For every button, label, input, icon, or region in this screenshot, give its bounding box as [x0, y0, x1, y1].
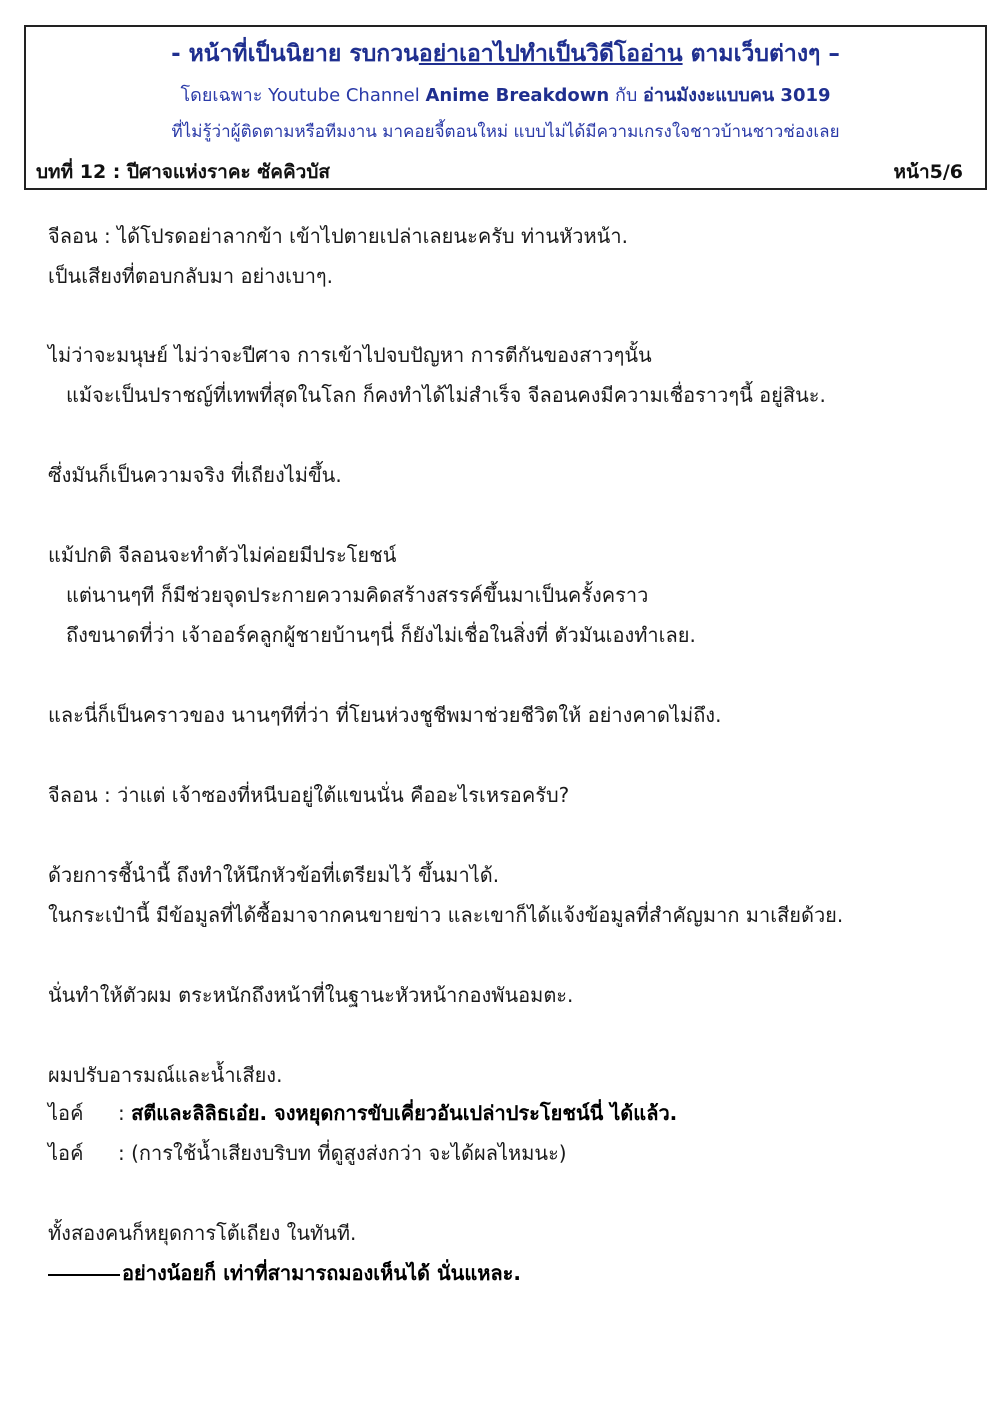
header-title [26, 36, 985, 72]
header-subtitle-part2: กับ [609, 85, 644, 106]
paragraph-line: เป็นเสียงที่ตอบกลับมา อย่างเบาๆ. [48, 264, 334, 288]
paragraph-line: ไม่ว่าจะมนุษย์ ไม่ว่าจะปีศาจ การเข้าไปจบปัญหา การตีกันของสาวๆนั้น [48, 343, 652, 367]
closing-line [48, 1261, 521, 1285]
closing-text: อย่างน้อยก็ เท่าที่สามารถมองเห็นได้ นั่นแหละ. [122, 1261, 522, 1285]
paragraph-line: แม้จะเป็นปราชญ์ที่เทพที่สุดในโลก ก็คงทำได้ไม่สำเร็จ จีลอนคงมีความเชื่อราวๆนี้ อยู่สินะ. [66, 383, 826, 407]
header-subtitle [26, 80, 985, 109]
header-channel-name-2: อ่านมังงะแบบคน 3019 [643, 85, 831, 106]
header-title-left: - หน้าที่เป็นนิยาย รบกวน [171, 41, 419, 67]
speaker-name: ไอค์ [48, 1141, 84, 1165]
paragraph-line: ผมปรับอารมณ์และน้ำเสียง. [48, 1063, 283, 1087]
paragraph-line: ด้วยการชี้นำนี้ ถึงทำให้นึกหัวข้อที่เตรียมไว้ ขึ้นมาได้. [48, 863, 500, 887]
header-channel-name: Anime Breakdown [425, 85, 610, 106]
speaker-name: ไอค์ [48, 1101, 84, 1125]
dialogue-colon: : [118, 1141, 132, 1165]
header-title-right: ตามเว็บต่างๆ – [682, 41, 840, 67]
paragraph-line: จีลอน : ว่าแต่ เจ้าซองที่หนีบอยู่ใต้แขนนั่น คืออะไรเหรอครับ? [48, 783, 570, 807]
dialogue-line [48, 1141, 567, 1165]
dialogue-text: สตีและลิลิธเอ๋ย. จงหยุดการขับเคี่ยวอันเปล่าประโยชน์นี่ ได้แล้ว. [131, 1101, 678, 1125]
paragraph-line: นั่นทำให้ตัวผม ตระหนักถึงหน้าที่ในฐานะหัวหน้ากองพันอมตะ. [48, 983, 574, 1007]
chapter-title: บทที่ 12 : ปีศาจแห่งราคะ ซัคคิวบัส [36, 161, 331, 183]
page-number: หน้า5/6 [893, 161, 963, 183]
header-box [24, 25, 987, 190]
dialogue-text: (การใช้น้ำเสียงบริบท ที่ดูสูงส่งกว่า จะได้ผลไหมนะ) [131, 1141, 567, 1165]
em-dash-rule [48, 1274, 120, 1276]
dialogue-colon: : [118, 1101, 132, 1125]
paragraph-line: ทั้งสองคนก็หยุดการโต้เถียง ในทันที. [48, 1221, 357, 1245]
paragraph-line: และนี่ก็เป็นคราวของ นานๆทีที่ว่า ที่โยนห่วงชูชีพมาช่วยชีวิตให้ อย่างคาดไม่ถึง. [48, 703, 722, 727]
paragraph-line: ในกระเป๋านี้ มีข้อมูลที่ได้ซื้อมาจากคนขายข่าว และเขาก็ได้แจ้งข้อมูลที่สำคัญมาก มาเสียด้วย. [48, 903, 844, 927]
paragraph-line: แม้ปกติ จีลอนจะทำตัวไม่ค่อยมีประโยชน์ [48, 543, 397, 567]
paragraph-line: แต่นานๆที ก็มีช่วยจุดประกายความคิดสร้างสรรค์ขึ้นมาเป็นครั้งคราว [66, 583, 649, 607]
paragraph-line: ซึ่งมันก็เป็นความจริง ที่เถียงไม่ขึ้น. [48, 463, 342, 487]
header-title-underlined: อย่าเอาไปทำเป็นวิดีโออ่าน [418, 41, 683, 67]
paragraph-line: ถึงขนาดที่ว่า เจ้าออร์คลูกผู้ชายบ้านๆนี่ ก็ยังไม่เชื่อในสิ่งที่ ตัวมันเองทำเลย. [66, 623, 696, 647]
header-note: ที่ไม่รู้ว่าผู้ติดตามหรือทีมงาน มาคอยจี้ตอนใหม่ แบบไม่ได้มีความเกรงใจชาวบ้านชาวช่องเลย [171, 122, 840, 142]
dialogue-line [48, 1101, 677, 1125]
paragraph-line: จีลอน : ได้โปรดอย่าลากข้า เข้าไปตายเปล่าเลยนะครับ ท่านหัวหน้า. [48, 224, 628, 248]
header-subtitle-part1: โดยเฉพาะ Youtube Channel [180, 85, 426, 106]
